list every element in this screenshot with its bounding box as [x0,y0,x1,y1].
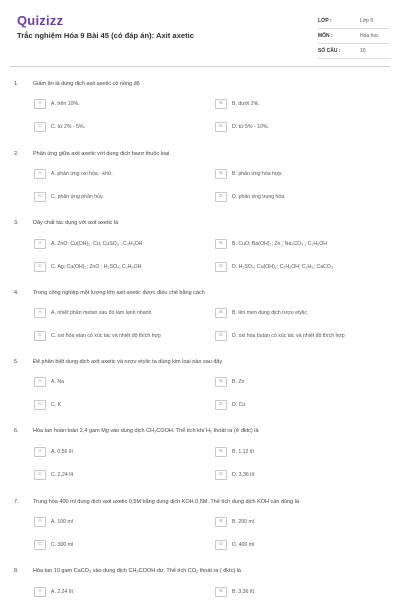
option-c[interactable] [34,260,206,273]
option-label: D. 400 ml [232,541,255,548]
option-b[interactable] [215,375,390,388]
option-label: A. Na [51,378,64,385]
meta-key: MÔN : [318,33,333,39]
option-letter: C [34,122,46,132]
option-letter: C [34,470,46,480]
option-a[interactable] [34,237,206,250]
question-text: Phản ứng giữa axit axetic với dung dịch bazơ thuộc loại [33,151,170,157]
option-letter: B [215,517,227,527]
option-letter: B [215,587,227,597]
option-d[interactable] [215,190,390,203]
option-label: C. K [51,401,62,408]
quizizz-logo: Quizizz [17,13,64,28]
option-label: D. oxi hóa butan có xúc tác và nhiệt độ thích hợp [232,332,345,339]
option-letter: C [34,262,46,272]
option-letter: B [215,239,227,249]
option-letter: A [34,587,46,597]
option-label: B. CuO; Ba(OH)₂; Zn ; Na₂CO₃ ; C₂H₅OH [232,240,327,247]
meta-key: LỚP : [318,18,332,24]
page-header [0,0,400,66]
option-c[interactable] [34,398,206,411]
option-letter: B [215,308,227,318]
question-text: Để phân biệt dung dịch axit axetic và rượu etylic ta dùng kim loại nào sau đây [33,359,223,365]
page-title: Trắc nghiệm Hóa 9 Bài 45 (có đáp án): Axit axetic [17,31,194,40]
option-letter: A [34,377,46,387]
option-label: D. từ 5% - 10%. [232,123,269,130]
option-label: B. phản ứng hóa hợp. [232,170,283,177]
option-c[interactable] [34,190,206,203]
option-label: B. 3,36 lít [232,588,254,595]
option-letter: C [34,540,46,550]
option-letter: B [215,99,227,109]
option-d[interactable] [215,260,390,273]
question-number: 7. [14,499,19,505]
option-b[interactable] [215,445,390,458]
option-label: D. H₂SO₄; Cu(OH)₂; C₂H₅OH; C₆H₆; CaCO₃ [232,263,333,270]
option-letter: B [215,169,227,179]
option-label: D. 3,36 lít [232,471,255,478]
option-letter: D [215,262,227,272]
option-label: D. Cu [232,401,246,408]
question-number: 6. [14,428,19,434]
option-label: C. 300 ml [51,541,74,548]
meta-key: SỐ CÂU : [318,48,341,54]
option-letter: A [34,447,46,457]
question-number: 3. [14,220,19,226]
option-label: A. nhiệt phân metan sau đó làm lạnh nhanh [51,309,152,316]
question-text: Hòa tan 10 gam CaCO₃ vào dung dịch CH₃COOH dư. Thể tích CO₂ thoát ra ( đktc) là [33,568,241,574]
question-number: 4. [14,290,19,296]
option-label: C. Ag; Cu(OH)₂; ZnO ; H₂SO₄; C₂H₅OH [51,263,142,270]
question-text: Hòa tan hoàn toàn 2,4 gam Mg vào dung dịch CH₃COOH. Thể tích khí H₂ thoát ra (ở đktc) là [33,428,259,434]
option-a[interactable] [34,445,206,458]
option-label: A. 0,56 lít [51,448,73,455]
option-label: A. ZnO; Cu(OH)₂; Cu; CuSO₄ ; C₂H₅OH [51,240,143,247]
option-label: B. Zn [232,378,245,385]
option-label: B. 200 ml [232,518,254,525]
option-label: A. phản ứng oxi hóa - khử. [51,170,113,177]
option-d[interactable] [215,120,390,133]
option-letter: A [34,169,46,179]
option-b[interactable] [215,515,390,528]
question-number: 1. [14,81,19,87]
option-a[interactable] [34,306,206,319]
option-letter: A [34,517,46,527]
question-text: Giấm ăn là dung dịch axit axetic có nồng độ [33,81,140,87]
option-c[interactable] [34,468,206,481]
option-letter: A [34,308,46,318]
option-a[interactable] [34,97,206,110]
option-label: A. trên 10%. [51,100,80,107]
option-a[interactable] [34,585,206,598]
question-number: 5. [14,359,19,365]
question-text: Dãy chất tác dụng với axit axetic là [33,220,119,226]
option-letter: A [34,99,46,109]
option-a[interactable] [34,375,206,388]
question-number: 2. [14,151,19,157]
option-letter: D [215,400,227,410]
question-number: 8. [14,568,19,574]
option-letter: D [215,122,227,132]
option-d[interactable] [215,538,390,551]
option-letter: D [215,331,227,341]
option-d[interactable] [215,329,390,342]
option-label: C. 2,24 lít [51,471,74,478]
option-b[interactable] [215,167,390,180]
option-c[interactable] [34,329,206,342]
option-letter: D [215,540,227,550]
meta-value: 10 [360,48,366,54]
option-letter: C [34,192,46,202]
option-c[interactable] [34,120,206,133]
option-a[interactable] [34,167,206,180]
option-b[interactable] [215,585,390,598]
option-label: D. phản ứng trung hòa. [232,193,286,200]
option-letter: B [215,447,227,457]
meta-row-grade [318,14,390,29]
option-label: B. lên men dung dịch rượu etylic [232,309,307,316]
option-letter: B [215,377,227,387]
option-label: C. oxi hóa etan có xúc tác và nhiệt độ thích hợp [51,332,161,339]
option-d[interactable] [215,468,390,481]
option-b[interactable] [215,237,390,250]
meta-row-count [318,44,390,59]
option-letter: D [215,192,227,202]
option-letter: C [34,331,46,341]
meta-value: Hóa học [360,33,379,39]
option-letter: A [34,239,46,249]
option-letter: C [34,400,46,410]
option-letter: D [215,470,227,480]
option-label: B. 1,12 lít [232,448,254,455]
option-label: C. từ 2% - 5%. [51,123,86,130]
option-label: C. phản ứng phân hủy. [51,193,104,200]
header-divider [10,66,390,67]
question-text: Trong công nghiệp một lượng lớn axit axetic được điều chế bằng cách [33,290,205,296]
meta-row-subject [318,29,390,44]
option-label: B. dưới 2%. [232,100,260,107]
question-text: Trung hòa 400 ml dung dịch axit axetic 0,5M bằng dung dịch KOH 0,5M. Thể tích dung dịch KOH cần dùng là [33,499,299,505]
option-b[interactable] [215,306,390,319]
meta-table [318,14,390,59]
option-a[interactable] [34,515,206,528]
option-label: A. 100 ml [51,518,73,525]
option-label: A. 2,24 lít [51,588,73,595]
meta-value: Lớp 9 [360,18,374,24]
option-c[interactable] [34,538,206,551]
option-b[interactable] [215,97,390,110]
option-d[interactable] [215,398,390,411]
